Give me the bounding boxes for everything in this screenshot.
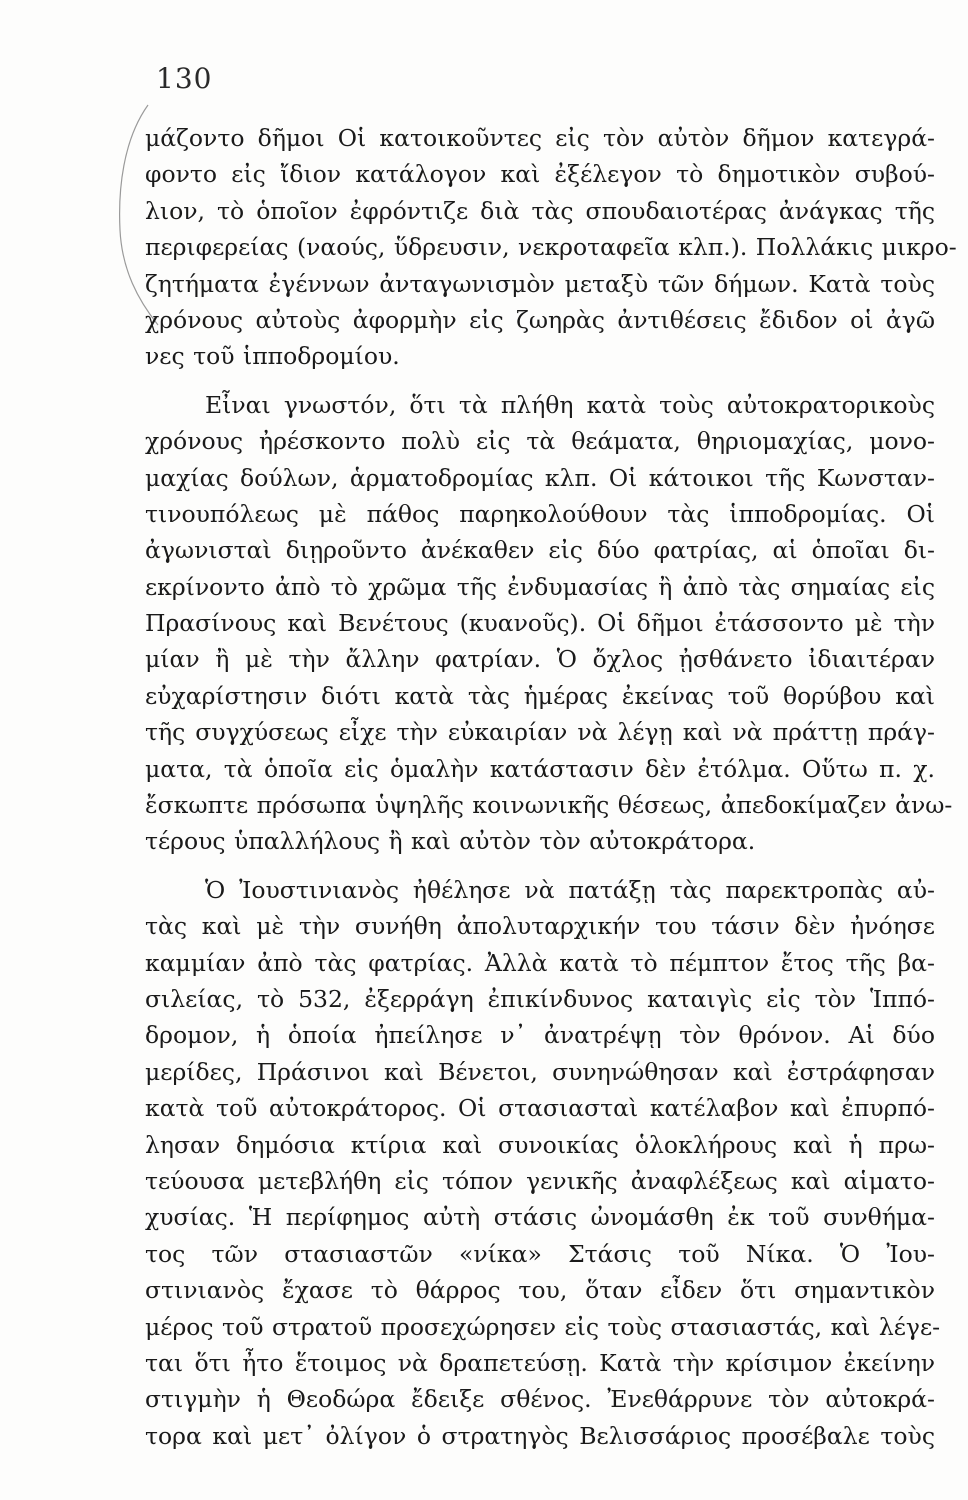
text-line: τῆς συγχύσεως εἶχε τὴν εὐκαιρίαν νὰ λέγῃ καὶ νὰ πράττῃ πράγ- — [145, 718, 935, 747]
text-line: χυσίας. Ἡ περίφημος αὐτὴ στάσις ὠνομάσθη ἐκ τοῦ συνθήμα- — [145, 1203, 935, 1232]
text-line: χρόνους αὐτοὺς ἀφορμὴν εἰς ζωηρὰς ἀντιθέσεις ἔδιδον οἱ ἀγῶ — [145, 305, 935, 334]
text-line: ζητήματα ἐγέννων ἀνταγωνισμὸν μεταξὺ τῶν δήμων. Κατὰ τοὺς — [145, 269, 935, 298]
text-line: ται ὅτι ἦτο ἕτοιμος νὰ δραπετεύσῃ. Κατὰ τὴν κρίσιμον ἐκείνην — [145, 1348, 935, 1377]
text-line: λιον, τὸ ὁποῖον ἐφρόντιζε διὰ τὰς σπουδαιοτέρας ἀνάγκας τῆς — [145, 196, 935, 225]
text-line: μέρος τοῦ στρατοῦ προσεχώρησεν εἰς τοὺς στασιαστάς, καὶ λέγε- — [145, 1312, 941, 1341]
page-number: 130 — [156, 62, 213, 95]
paragraph-2-body — [145, 423, 953, 860]
text-line: εκρίνοντο ἀπὸ τὸ χρῶμα τῆς ἐνδυμασίας ἢ ἀπὸ τὰς σημαίας εἰς — [145, 572, 935, 601]
text-line: ματα, τὰ ὁποῖα εἰς ὁμαλὴν κατάστασιν δὲν ἐτόλμα. Οὕτω π. χ. — [145, 754, 935, 783]
text-line: κατὰ τοῦ αὐτοκράτορος. Οἱ στασιασταὶ κατέλαβον καὶ ἐπυρπό- — [145, 1094, 935, 1123]
text-line: λησαν δημόσια κτίρια καὶ συνοικίας ὁλοκλήρους καὶ ἡ πρω- — [145, 1130, 935, 1159]
text-line: τεύουσα μετεβλήθη εἰς τόπον γενικῆς ἀναφλέξεως καὶ αἱματο- — [145, 1166, 935, 1195]
text-line: σιλείας, τὸ 532, ἐξερράγη ἐπικίνδυνος καταιγὶς εἰς τὸν Ἱππό- — [145, 984, 935, 1013]
paragraph-1 — [145, 120, 957, 375]
text-line: μίαν ἢ μὲ τὴν ἄλλην φατρίαν. Ὁ ὄχλος ᾐσθάνετο ἰδιαιτέραν — [145, 645, 935, 674]
paragraph-3-body — [145, 908, 941, 1454]
text-line: ἀγωνισταὶ διῃροῦντο ἀνέκαθεν εἰς δύο φατρίας, αἱ ὁποῖαι δι- — [145, 536, 935, 565]
text-line: τος τῶν στασιαστῶν «νίκα» Στάσις τοῦ Νίκα. Ὁ Ἰου- — [145, 1239, 935, 1268]
text-line: χρόνους ἠρέσκοντο πολὺ εἰς τὰ θεάματα, θηριομαχίας, μονο- — [145, 427, 935, 456]
text-line: εὐχαρίστησιν διότι κατὰ τὰς ἡμέρας ἐκείνας τοῦ θορύβου καὶ — [145, 681, 935, 710]
text-line: τινουπόλεως μὲ πάθος παρηκολούθουν τὰς ἱπποδρομίας. Οἱ — [145, 499, 935, 528]
text-line: τορα καὶ μετ᾿ ὀλίγον ὁ στρατηγὸς Βελισσάριος προσέβαλε τοὺς — [145, 1421, 935, 1450]
text-line: Πρασίνους καὶ Βενέτους (κυανοῦς). Οἱ δῆμοι ἐτάσσοντο μὲ τὴν — [145, 609, 935, 638]
text-line: μάζοντο δῆμοι Οἱ κατοικοῦντες εἰς τὸν αὐτὸν δῆμον κατεγρά- — [145, 124, 935, 152]
paragraph-2 — [145, 387, 935, 423]
text-line: τὰς καὶ μὲ τὴν συνήθη ἀπολυταρχικήν του τάσιν δὲν ἠνόησε — [145, 912, 935, 941]
text-line: στιγμὴν ἡ Θεοδώρα ἔδειξε σθένος. Ἐνεθάρρυνε τὸν αὐτοκρά- — [145, 1385, 935, 1414]
text-line: καμμίαν ἀπὸ τὰς φατρίας. Ἀλλὰ κατὰ τὸ πέμπτον ἔτος τῆς βα- — [145, 948, 935, 977]
text-line: τέρους ὑπαλλήλους ἢ καὶ αὐτὸν τὸν αὐτοκράτορα. — [145, 827, 756, 856]
text-line: ἔσκωπτε πρόσωπα ὑψηλῆς κοινωνικῆς θέσεως, ἀπεδοκίμαζεν ἀνω- — [145, 791, 953, 820]
body-text — [145, 120, 957, 1454]
text-line: μερίδες, Πράσινοι καὶ Βένετοι, συνηνώθησαν καὶ ἐστράφησαν — [145, 1057, 935, 1086]
text-line: δρομον, ἡ ὁποία ἠπείλησε ν᾿ ἀνατρέψῃ τὸν θρόνον. Αἱ δύο — [145, 1021, 935, 1050]
text-line: Εἶναι γνωστόν, ὅτι τὰ πλήθη κατὰ τοὺς αὐτοκρατορικοὺς — [205, 390, 935, 419]
text-line: μαχίας δούλων, ἁρματοδρομίας κλπ. Οἱ κάτοικοι τῆς Κωνσταν- — [145, 463, 935, 492]
paragraph-3 — [145, 872, 935, 908]
text-line: περιφερείας (ναούς, ὕδρευσιν, νεκροταφεῖα κλπ.). Πολλάκις μικρο- — [145, 233, 957, 262]
text-line: Ὁ Ἰουστινιανὸς ἠθέλησε νὰ πατάξῃ τὰς παρεκτροπὰς αὐ- — [205, 875, 935, 904]
text-line: στινιανὸς ἔχασε τὸ θάρρος του, ὅταν εἶδεν ὅτι σημαντικὸν — [145, 1276, 935, 1305]
text-line: νες τοῦ ἱπποδρομίου. — [145, 342, 400, 371]
text-line: φοντο εἰς ἴδιον κατάλογον καὶ ἐξέλεγον τὸ δημοτικὸν συβού- — [145, 160, 935, 189]
